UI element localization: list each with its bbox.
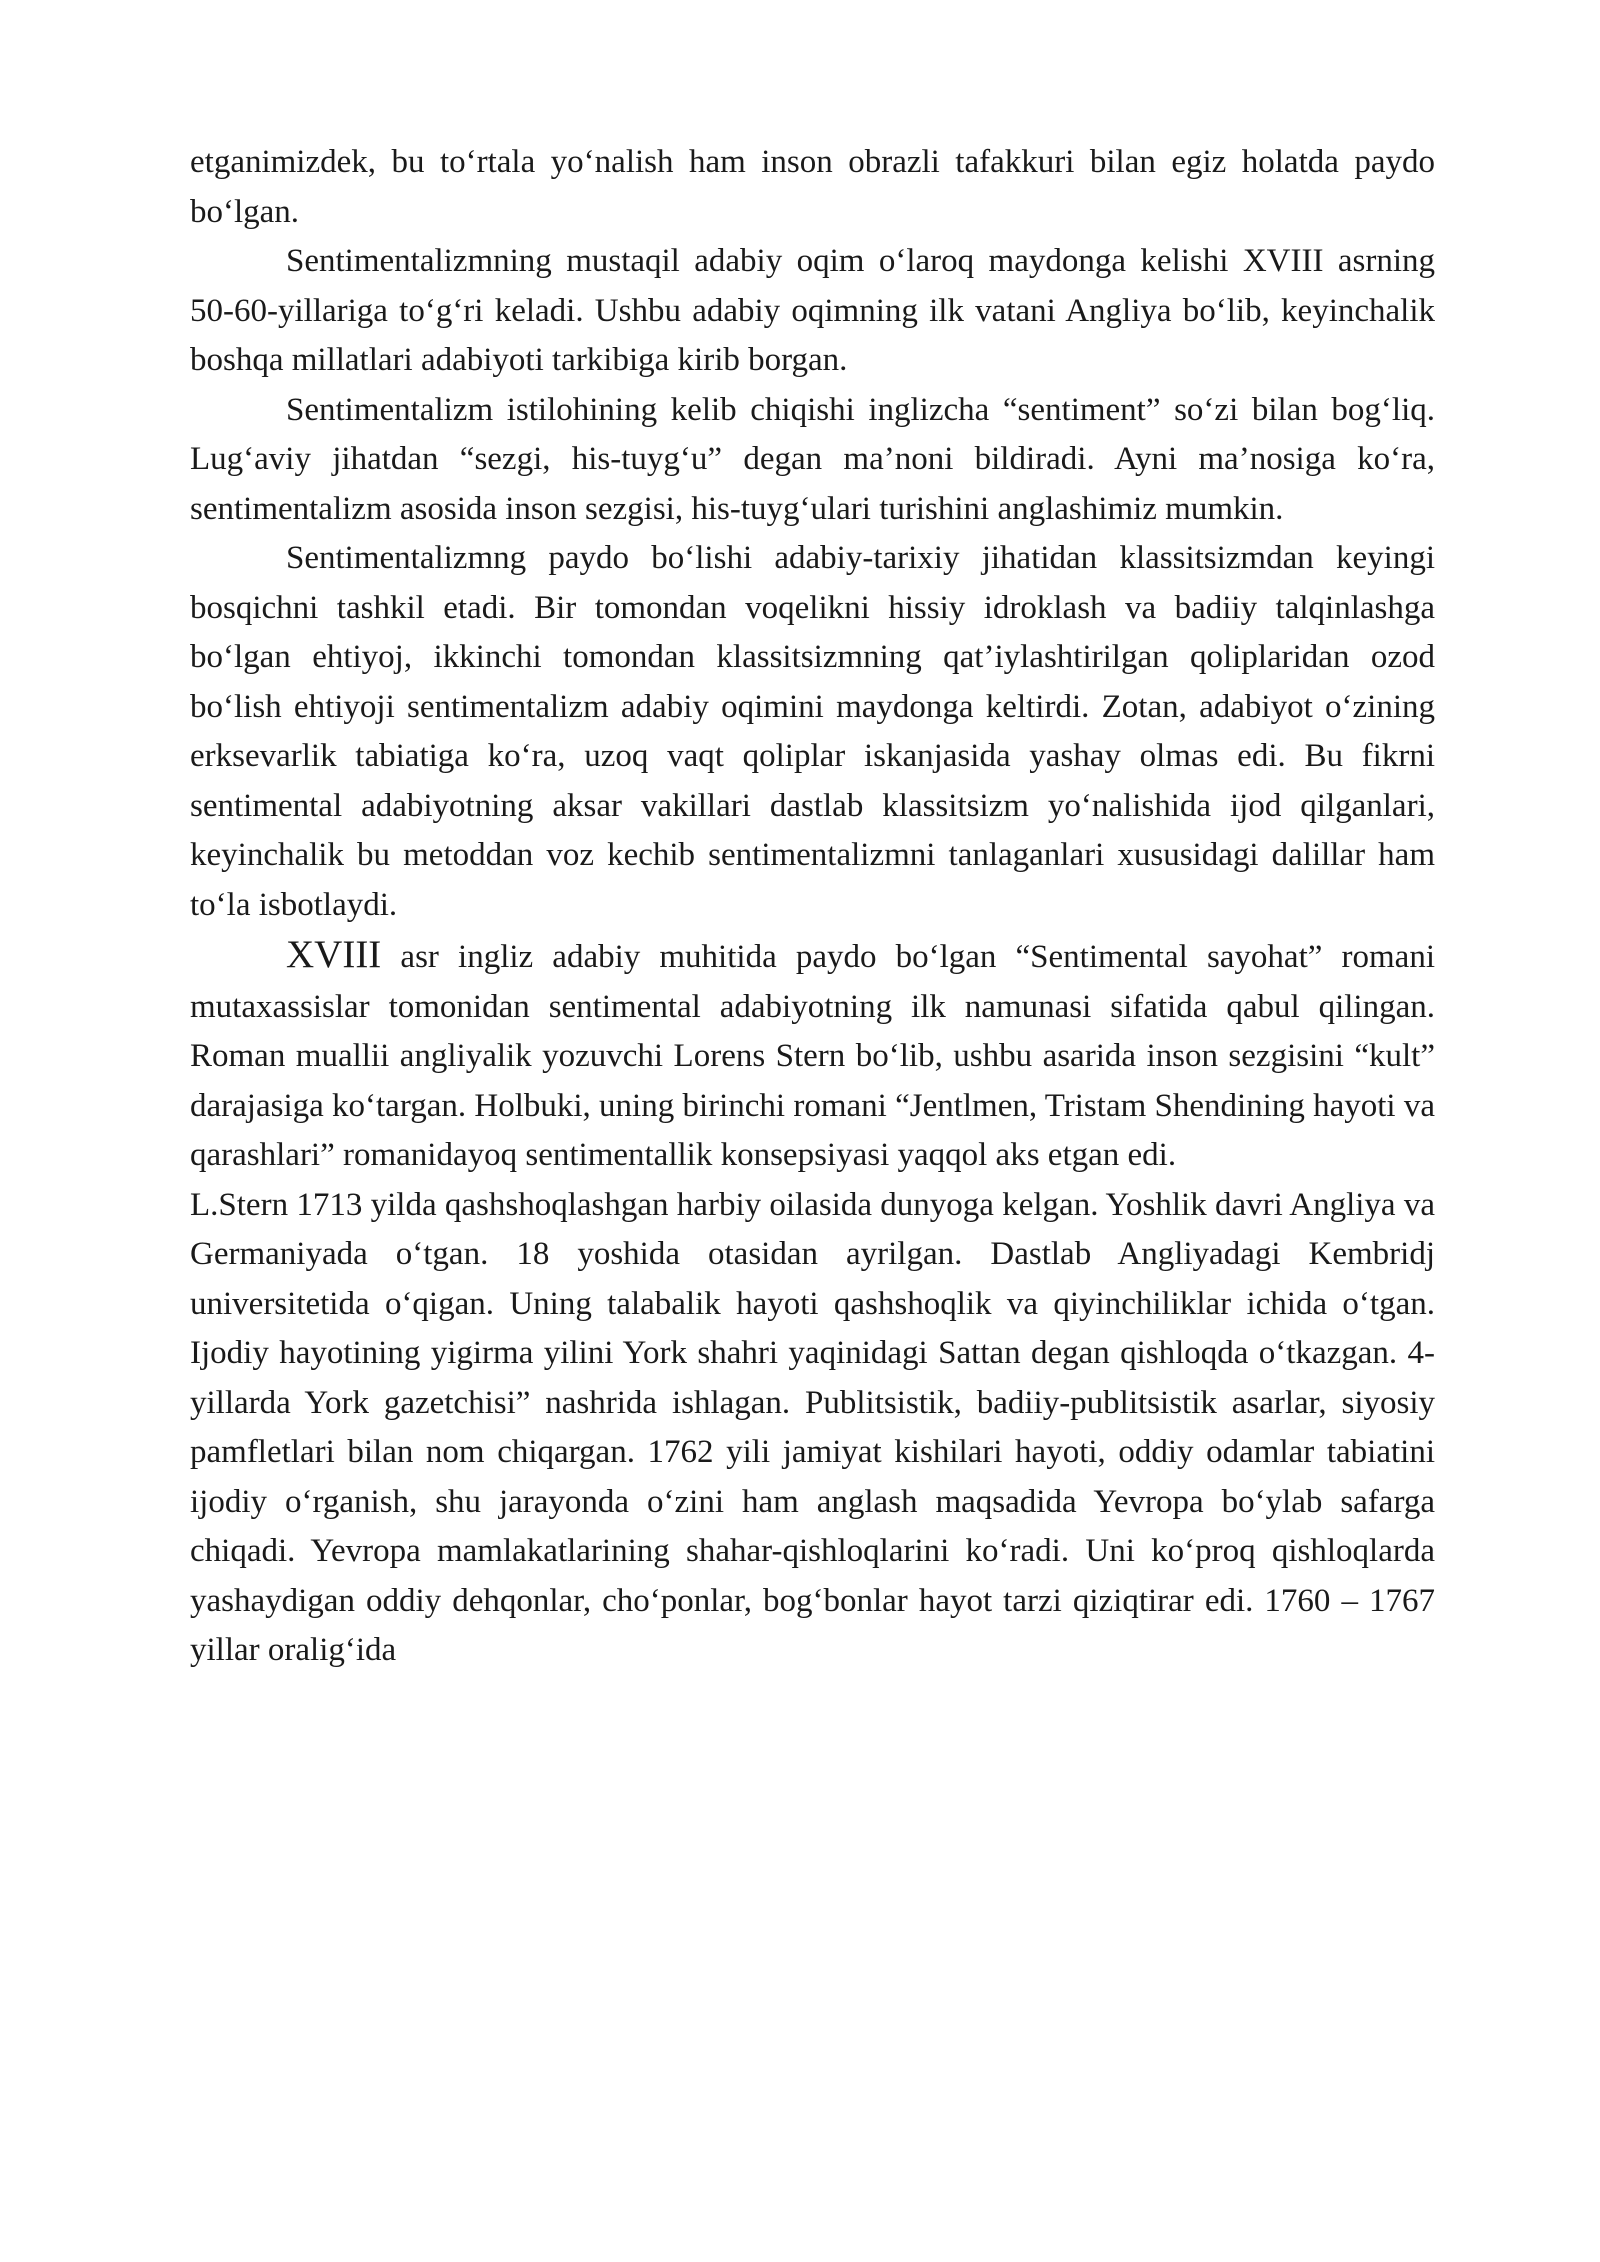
paragraph-5-lead: XVIII [286, 933, 382, 976]
paragraph-5-body: asr ingliz adabiy muhitida paydo bo‘lgan “Sentimental sayohat” romani mutaxassislar tomonidan sentimental adabiyotning ilk namunasi sifatida qabul qilingan. Roman muallii angliyalik yozuvchi Lorens Stern bo‘lib, ushbu asarida inson sezgisini “kult” darajasiga ko‘targan. Holbuki, uning birinchi romani “Jentlmen, Tristam Shendining hayoti va qarashlari” romanidayoq sentimentallik konsepsiyasi yaqqol aks etgan edi. [190, 939, 1435, 1173]
paragraph-4: Sentimentalizmng paydo bo‘lishi adabiy-tarixiy jihatidan klassitsizmdan keyingi bosqichni tashkil etadi. Bir tomondan voqelikni hissiy idroklash va badiiy talqinlashga bo‘lgan ehtiyoj, ikkinchi tomondan klassitsizmning qat’iylashtirilgan qoliplaridan ozod bo‘lish ehtiyoji sentimentalizm adabiy oqimini maydonga keltirdi. Zotan, adabiyot o‘zining erksevarlik tabiatiga ko‘ra, uzoq vaqt qoliplar iskanjasida yashay olmas edi. Bu fikrni sentimental adabiyotning aksar vakillari dastlab klassitsizm yo‘nalishida ijod qilganlari, keyinchalik bu metoddan voz kechib sentimentalizmni tanlaganlari xususidagi dalillar ham to‘la isbotlaydi. [190, 540, 1435, 923]
paragraph-5 [190, 930, 1435, 1181]
paragraph-6: L.Stern 1713 yilda qashshoqlashgan harbiy oilasida dunyoga kelgan. Yoshlik davri Angliya va Germaniyada o‘tgan. 18 yoshida otasidan ayrilgan. Dastlab Angliyadagi Kembridj universitetida o‘qigan. Uning talabalik hayoti qashshoqlik va qiyinchiliklar ichida o‘tgan. Ijodiy hayotining yigirma yilini York shahri yaqinidagi Sattan degan qishloqda o‘tkazgan. 4-yillarda York gazetchisi” nashrida ishlagan. Publitsistik, badiiy-publitsistik asarlar, siyosiy pamfletlari bilan nom chiqargan. 1762 yili jamiyat kishilari hayoti, oddiy odamlar tabiatini ijodiy o‘rganish, shu jarayonda o‘zini ham anglash maqsadida Yevropa bo‘ylab safarga chiqadi. Yevropa mamlakatlarining shahar-qishloqlarini ko‘radi. Uni ko‘proq qishloqlarda yashaydigan oddiy dehqonlar, cho‘ponlar, bog‘bonlar hayot tarzi qiziqtirar edi. 1760 – 1767 yillar oralig‘ida [190, 1186, 1435, 1668]
paragraph-3: Sentimentalizm istilohining kelib chiqishi inglizcha “sentiment” so‘zi bilan bog‘liq. Lug‘aviy jihatdan “sezgi, his-tuyg‘u” degan ma’noni bildiradi. Ayni ma’nosiga ko‘ra, sentimentalizm asosida inson sezgisi, his-tuyg‘ulari turishini anglashimiz mumkin. [190, 391, 1435, 527]
paragraph-1: etganimizdek, bu to‘rtala yo‘nalish ham inson obrazli tafakkuri bilan egiz holatda paydo bo‘lgan. [190, 144, 1435, 230]
paragraph-2: Sentimentalizmning mustaqil adabiy oqim o‘laroq maydonga kelishi XVIII asrning 50-60-yillariga to‘g‘ri keladi. Ushbu adabiy oqimning ilk vatani Angliya bo‘lib, keyinchalik boshqa millatlari adabiyoti tarkibiga kirib borgan. [190, 243, 1435, 378]
document-page [190, 138, 1435, 1676]
